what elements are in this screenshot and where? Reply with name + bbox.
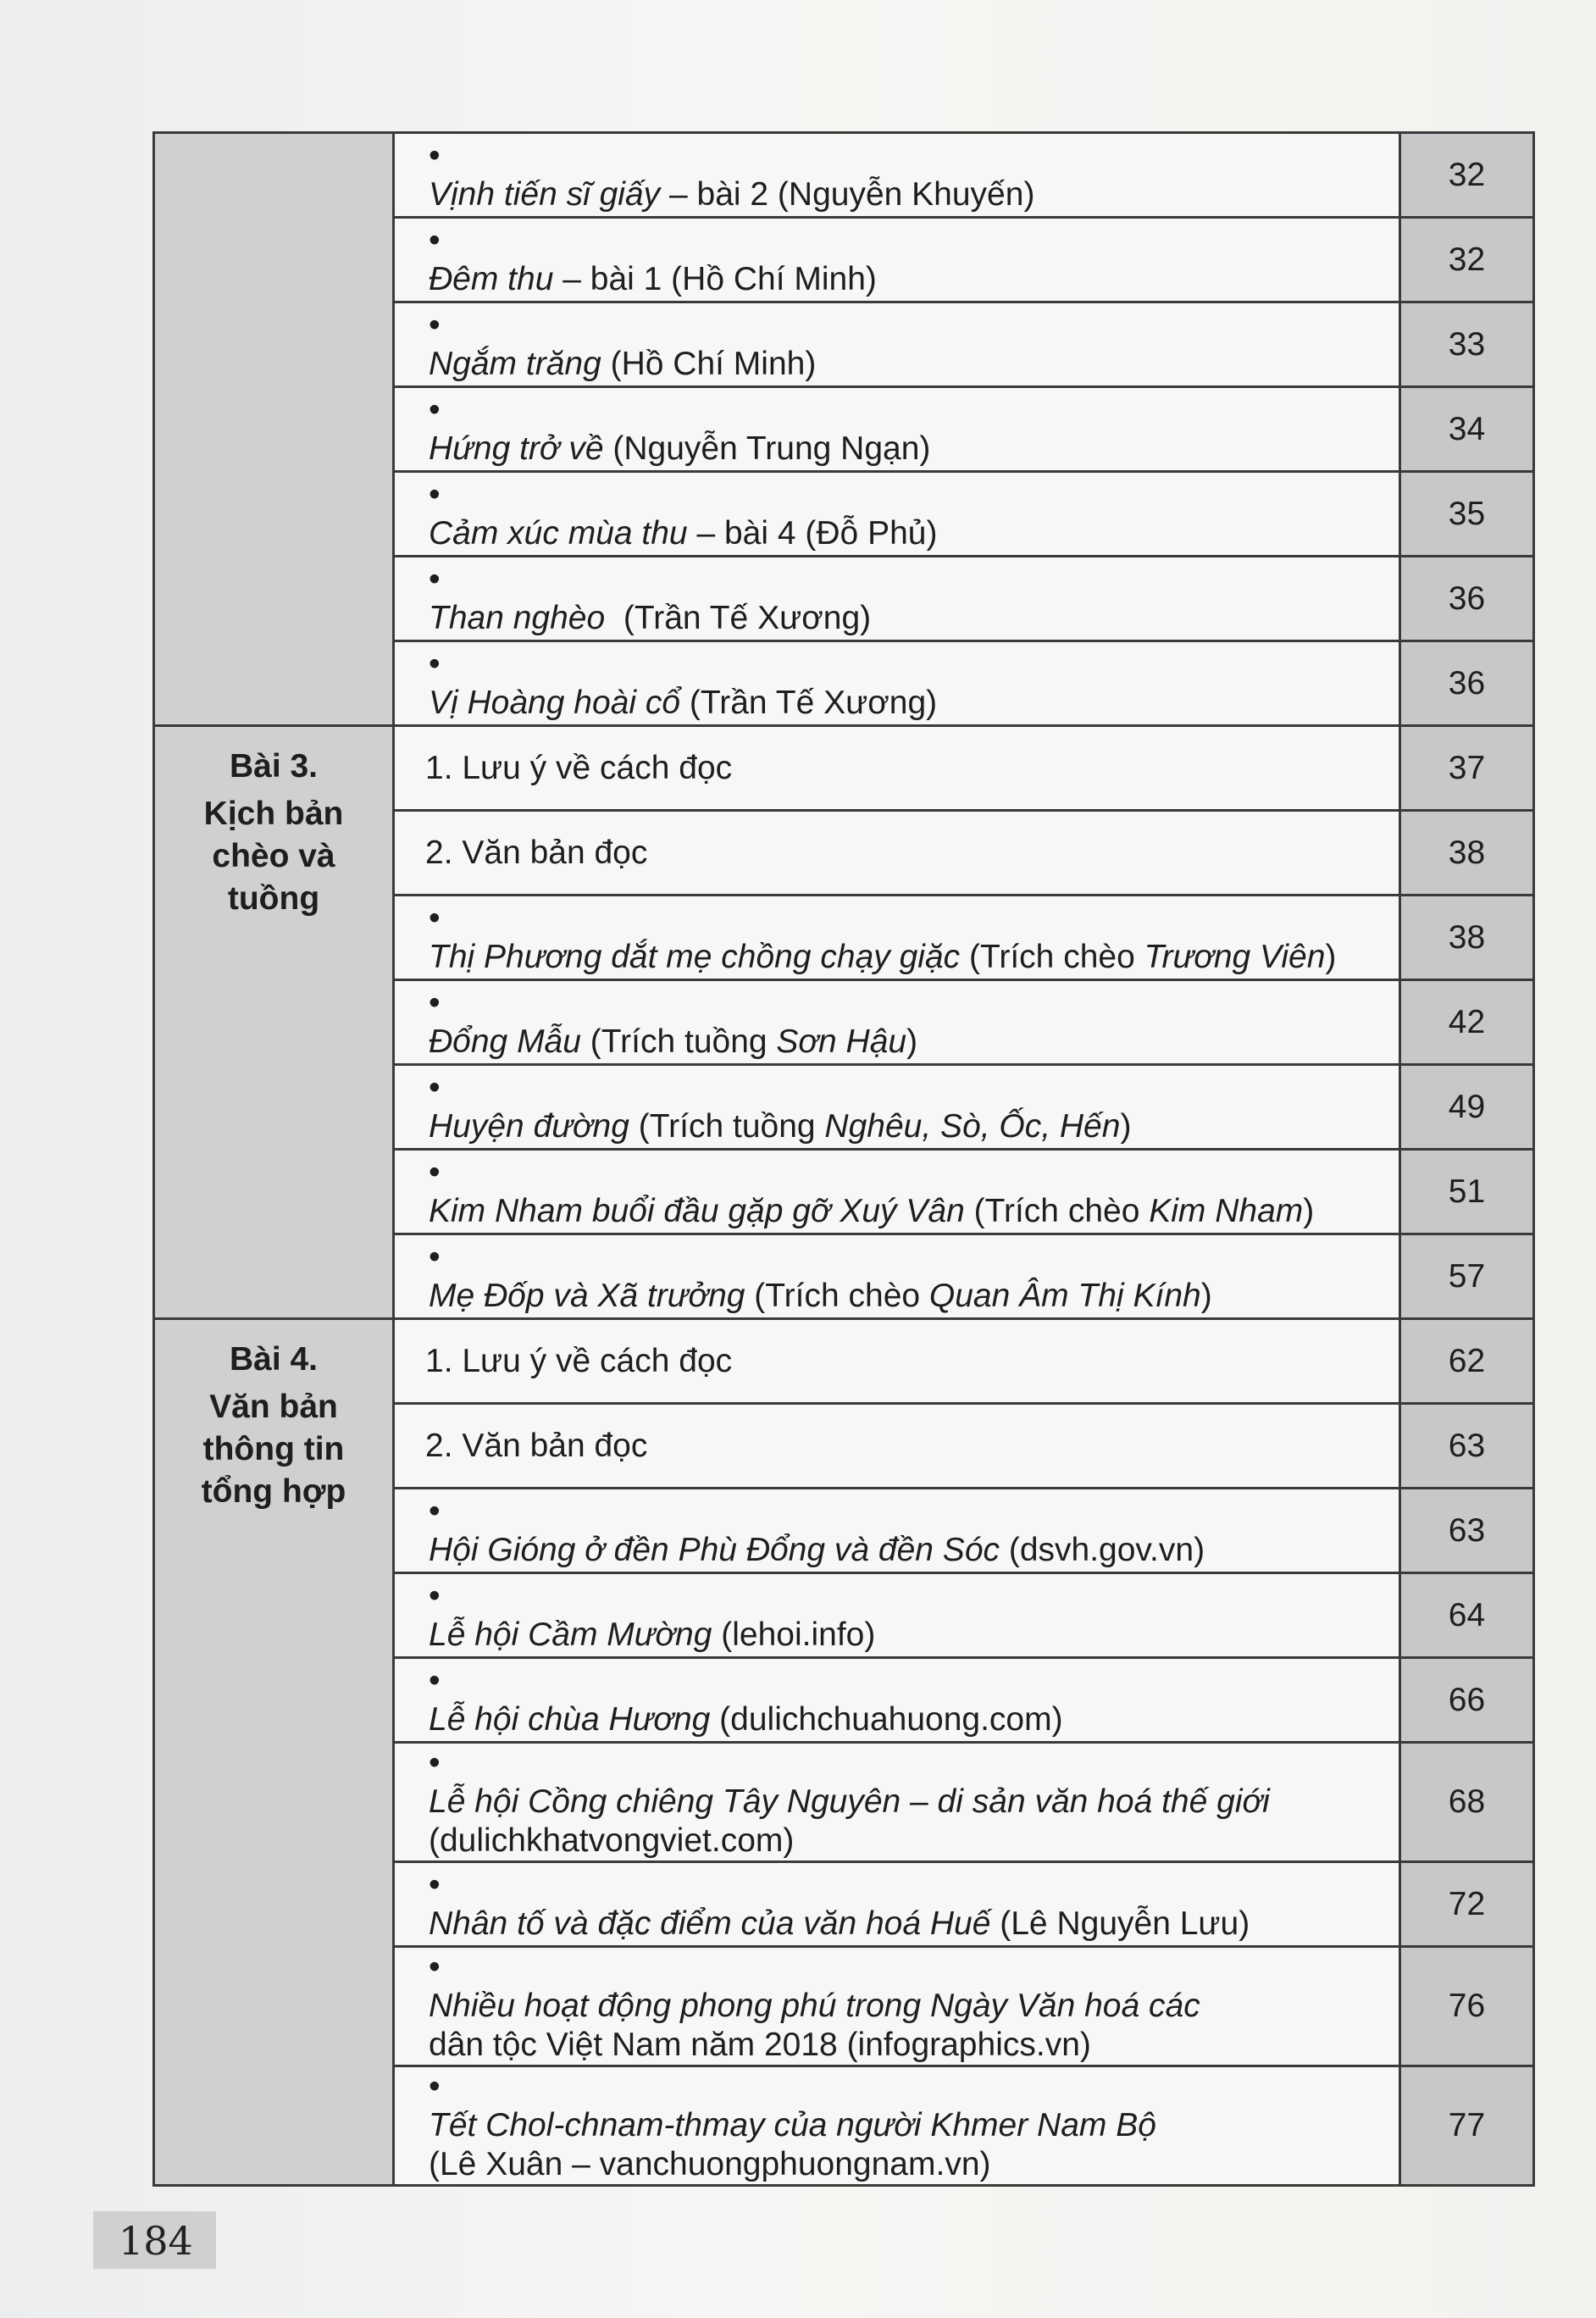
bullet-icon: • bbox=[429, 899, 441, 936]
bullet-icon: • bbox=[429, 475, 441, 513]
page-number-cell: 32 bbox=[1400, 133, 1534, 218]
bullet-icon: • bbox=[429, 645, 441, 682]
work-title: Vịnh tiến sĩ giấy bbox=[429, 175, 661, 213]
page-number-cell: 51 bbox=[1400, 1150, 1534, 1234]
work-source: – bài 4 (Đỗ Phủ) bbox=[687, 514, 938, 552]
work-source: (Lê Nguyễn Lưu) bbox=[990, 1905, 1250, 1942]
work-source: (Hồ Chí Minh) bbox=[601, 345, 817, 382]
bullet-icon: • bbox=[429, 1866, 441, 1903]
source-close: ) bbox=[1303, 1192, 1315, 1229]
work-source: (dsvh.gov.vn) bbox=[1000, 1531, 1205, 1568]
toc-entry bbox=[394, 1743, 1400, 1862]
work-source: (Trích tuồng bbox=[629, 1107, 825, 1145]
toc-entry bbox=[394, 472, 1400, 557]
toc-entry bbox=[394, 557, 1400, 641]
page-number-cell: 49 bbox=[1400, 1065, 1534, 1150]
toc-entry bbox=[394, 896, 1400, 980]
page-number-cell: 37 bbox=[1400, 726, 1534, 811]
work-source: (Trích chèo bbox=[745, 1277, 929, 1314]
work-title: Lễ hội Cầm Mường bbox=[429, 1616, 712, 1653]
toc-entry bbox=[394, 980, 1400, 1065]
work-source: (Nguyễn Trung Ngạn) bbox=[603, 430, 931, 467]
source-title: Sơn Hậu bbox=[776, 1023, 907, 1060]
work-source: (dulichkhatvongviet.com) bbox=[429, 1822, 795, 1859]
bullet-icon: • bbox=[429, 1949, 441, 1985]
work-title: Cảm xúc mùa thu bbox=[429, 514, 688, 552]
section-number: Bài 3. bbox=[229, 748, 319, 785]
page-number-cell: 68 bbox=[1400, 1743, 1534, 1862]
work-title: Nhiều hoạt động phong phú trong Ngày Văn hoá các bbox=[429, 1988, 1200, 2024]
work-title: Thị Phương dắt mẹ chồng chạy giặc bbox=[429, 938, 961, 975]
page-number: 184 bbox=[119, 2218, 193, 2264]
page-number-cell: 63 bbox=[1400, 1404, 1534, 1489]
work-title: Hứng trở về bbox=[429, 430, 604, 467]
toc-entry bbox=[394, 1489, 1400, 1573]
section-cell bbox=[154, 1319, 394, 2186]
bullet-icon: • bbox=[429, 391, 441, 428]
work-title: Lễ hội Cồng chiêng Tây Nguyên – di sản văn hoá thế giới bbox=[429, 1783, 1270, 1820]
page-number-cell: 38 bbox=[1400, 896, 1534, 980]
toc-entry bbox=[394, 1319, 1400, 1404]
page-number-cell: 34 bbox=[1400, 387, 1534, 472]
source-close: ) bbox=[1120, 1107, 1132, 1145]
page-number-cell: 38 bbox=[1400, 811, 1534, 896]
work-source: (Trích tuồng bbox=[580, 1023, 777, 1060]
entry-text: 1. Lưu ý về cách đọc bbox=[425, 749, 733, 786]
work-title: Ngắm trăng bbox=[429, 345, 601, 382]
toc-entry bbox=[394, 1862, 1400, 1947]
page-number-cell: 42 bbox=[1400, 980, 1534, 1065]
toc-entry bbox=[394, 726, 1400, 811]
work-title: Than nghèo bbox=[429, 599, 606, 636]
toc-row bbox=[154, 1319, 1534, 1404]
source-title: Nghêu, Sò, Ốc, Hến bbox=[824, 1107, 1121, 1145]
work-title: Hội Gióng ở đền Phù Đổng và đền Sóc bbox=[429, 1531, 1000, 1568]
page-number-cell: 57 bbox=[1400, 1234, 1534, 1319]
source-title: Trương Viên bbox=[1144, 938, 1326, 975]
toc-entry bbox=[394, 1234, 1400, 1319]
page-number-cell: 33 bbox=[1400, 302, 1534, 387]
bullet-icon: • bbox=[429, 221, 441, 258]
page-number-cell: 76 bbox=[1400, 1947, 1534, 2066]
toc-row bbox=[154, 726, 1534, 811]
work-source: (Trần Tế Xương) bbox=[680, 684, 938, 721]
toc-entry bbox=[394, 1658, 1400, 1743]
work-source: (Trần Tế Xương) bbox=[605, 599, 872, 636]
toc-row bbox=[154, 133, 1534, 218]
entry-text: 2. Văn bản đọc bbox=[425, 834, 648, 871]
section-number: Bài 4. bbox=[229, 1341, 319, 1378]
bullet-icon: • bbox=[429, 1492, 441, 1529]
work-source: (Lê Xuân – vanchuongphuongnam.vn) bbox=[429, 2146, 991, 2182]
work-source: (Trích chèo bbox=[964, 1192, 1150, 1229]
work-title: Vị Hoàng hoài cổ bbox=[429, 684, 681, 721]
entry-text: 2. Văn bản đọc bbox=[425, 1427, 648, 1464]
page-number-cell: 36 bbox=[1400, 641, 1534, 726]
page-number-cell: 36 bbox=[1400, 557, 1534, 641]
table-of-contents bbox=[152, 131, 1535, 2187]
work-source: (dulichchuahuong.com) bbox=[710, 1700, 1063, 1738]
bullet-icon: • bbox=[429, 560, 441, 597]
source-title: Kim Nham bbox=[1149, 1192, 1304, 1229]
toc-entry bbox=[394, 1404, 1400, 1489]
page-number-cell: 66 bbox=[1400, 1658, 1534, 1743]
toc-entry bbox=[394, 811, 1400, 896]
bullet-icon: • bbox=[429, 1068, 441, 1106]
work-source: dân tộc Việt Nam năm 2018 (infographics.vn) bbox=[429, 2027, 1091, 2063]
bullet-icon: • bbox=[429, 984, 441, 1021]
toc-entry bbox=[394, 302, 1400, 387]
work-source: (lehoi.info) bbox=[712, 1616, 876, 1653]
page-number-cell: 63 bbox=[1400, 1489, 1534, 1573]
toc-entry bbox=[394, 218, 1400, 302]
page-number-cell: 72 bbox=[1400, 1862, 1534, 1947]
entry-text: 1. Lưu ý về cách đọc bbox=[425, 1342, 733, 1379]
section-title: Kịch bản chèo và tuồng bbox=[203, 796, 344, 917]
toc-entry bbox=[394, 387, 1400, 472]
page-number-cell: 35 bbox=[1400, 472, 1534, 557]
toc-entry bbox=[394, 641, 1400, 726]
page-number-cell: 32 bbox=[1400, 218, 1534, 302]
work-source: – bài 2 (Nguyễn Khuyến) bbox=[660, 175, 1035, 213]
page-number-cell: 62 bbox=[1400, 1319, 1534, 1404]
bullet-icon: • bbox=[429, 306, 441, 343]
section-cell bbox=[154, 133, 394, 726]
work-source: (Trích chèo bbox=[960, 938, 1144, 975]
section-title: Văn bản thông tin tổng hợp bbox=[201, 1389, 346, 1510]
toc-entry bbox=[394, 2066, 1400, 2186]
toc-entry bbox=[394, 1573, 1400, 1658]
work-title: Đêm thu bbox=[429, 260, 554, 297]
toc-entry bbox=[394, 1947, 1400, 2066]
source-close: ) bbox=[906, 1023, 918, 1060]
work-source: – bài 1 (Hồ Chí Minh) bbox=[553, 260, 877, 297]
bullet-icon: • bbox=[429, 1153, 441, 1190]
section-cell bbox=[154, 726, 394, 1319]
work-title: Lễ hội chùa Hương bbox=[429, 1700, 711, 1738]
page-number-cell: 77 bbox=[1400, 2066, 1534, 2186]
source-title: Quan Âm Thị Kính bbox=[928, 1277, 1201, 1314]
work-title: Nhân tố và đặc điểm của văn hoá Huế bbox=[429, 1905, 991, 1942]
toc-entry bbox=[394, 133, 1400, 218]
work-title: Đổng Mẫu bbox=[429, 1023, 581, 1060]
bullet-icon: • bbox=[429, 1577, 441, 1614]
source-close: ) bbox=[1325, 938, 1337, 975]
bullet-icon: • bbox=[429, 1238, 441, 1275]
bullet-icon: • bbox=[429, 1661, 441, 1699]
work-title: Mẹ Đốp và Xã trưởng bbox=[429, 1277, 745, 1314]
source-close: ) bbox=[1200, 1277, 1212, 1314]
page-number-cell: 64 bbox=[1400, 1573, 1534, 1658]
work-title: Huyện đường bbox=[429, 1107, 629, 1145]
toc-entry bbox=[394, 1065, 1400, 1150]
toc-entry bbox=[394, 1150, 1400, 1234]
work-title: Kim Nham buổi đầu gặp gỡ Xuý Vân bbox=[429, 1192, 965, 1229]
bullet-icon: • bbox=[429, 2068, 441, 2104]
bullet-icon: • bbox=[429, 136, 441, 174]
bullet-icon: • bbox=[429, 1744, 441, 1781]
work-title: Tết Chol-chnam-thmay của người Khmer Nam Bộ bbox=[429, 2107, 1156, 2143]
